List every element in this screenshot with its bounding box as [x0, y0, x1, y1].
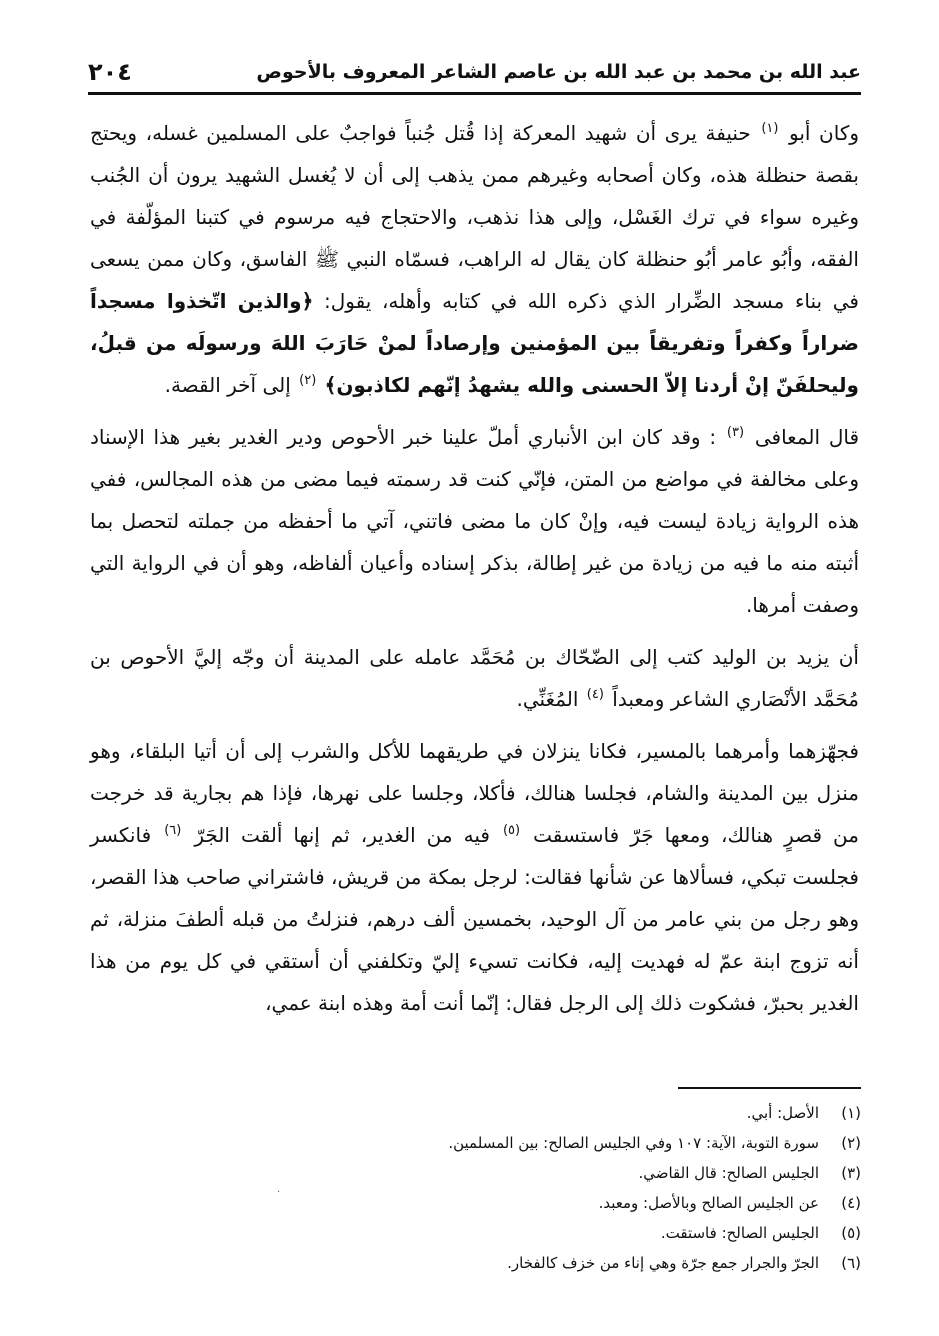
- footnote-text: الجرّ والجرار جمع جرّة وهي إناء من خزف كالفخار.: [507, 1254, 819, 1272]
- paragraph-4-part-b: فيه من الغدير، ثم إنها ألقت الجَرّ: [194, 823, 490, 847]
- paragraph-1-part-b: حنيفة يرى أن شهيد المعركة إذا قُتل جُنباً فواجبٌ على المسلمين غسله، ويحتج بقصة حنظلة هذه، وكان أصحابه وغيرهم ممن يذهب إلى أن لا يُغسل الشهيد يرون أن الجُنب وغيره سواء في ترك الغَسْل، وإلى هذا نذهب، والاحتجاج فيه مرسوم في كتبنا المؤلّفة في الفقه، وأبُو عامر أبُو حنظلة كان يقال له الراهب، فسمّاه النبي ﷺ الفاسق، وكان ممن يسعى في بناء مسجد الضِّرار الذي ذكره الله في كتابه وأهله، يقول:: [90, 121, 859, 313]
- page-header: [88, 52, 861, 92]
- footnote-number: (٤): [841, 1194, 861, 1212]
- footnote-text: الجليس الصالح: قال القاضي.: [638, 1164, 819, 1182]
- footnote-item: [100, 1098, 861, 1128]
- footnote-number: (٣): [841, 1164, 861, 1182]
- scan-speck-icon: ·: [277, 1187, 281, 1198]
- paragraph-3: [90, 636, 859, 720]
- paragraph-3-part-b: المُغَنِّي.: [516, 687, 579, 711]
- footnote-text: سورة التوبة، الآية: ١٠٧ وفي الجليس الصالح: بين المسلمين.: [448, 1134, 819, 1152]
- footnote-ref-1: (١): [761, 121, 779, 137]
- footnote-ref-2: (٢): [299, 373, 317, 389]
- running-title: عبد الله بن محمد بن عبد الله بن عاصم الشاعر المعروف بالأحوص: [256, 60, 861, 83]
- paragraph-1-part-c: إلى آخر القصة.: [164, 373, 291, 397]
- main-text: [90, 112, 859, 1034]
- footnote-item: [100, 1248, 861, 1278]
- footnote-text: الجليس الصالح: فاستقت.: [660, 1224, 819, 1242]
- header-rule: [88, 92, 861, 95]
- paragraph-2: [90, 416, 859, 626]
- footnote-item: [100, 1128, 861, 1158]
- footnote-text: عن الجليس الصالح وبالأصل: ومعبد.: [598, 1194, 819, 1212]
- paragraph-3-part-a: أن يزيد بن الوليد كتب إلى الضّحّاك بن مُحَمَّد عامله على المدينة أن وجّه إليَّ الأحوص بن مُحَمَّد الأنْصَاري الشاعر ومعبداً: [90, 645, 859, 711]
- footnote-item: [100, 1188, 861, 1218]
- paragraph-4-part-a: فجهّزهما وأمرهما بالمسير، فكانا ينزلان في طريقهما للأكل والشرب إلى أن أتيا البلقاء، وهو منزل بين المدينة والشام، فجلسا هنالك، فأكلا، وجلسا على نهرها، فإذا هم بجارية قد خرجت من قصرٍ هنالك، ومعها جَرّ فاستسقت: [90, 739, 859, 847]
- footnote-number: (٥): [841, 1224, 861, 1242]
- footnote-ref-5: (٥): [502, 823, 521, 839]
- paragraph-2-part-b: : وقد كان ابن الأنباري أملّ علينا خبر الأحوص ودير الغدير بغير هذا الإسناد وعلى مخالفة في مواضع من المتن، فإنّي كنت قد رسمته فيما مضى من هذه المجالس، ففي هذه الرواية زيادة ليست فيه، وإنْ كان ما مضى فاتني، آتي ما أحفظه من جملته لتحصل بما أثبته منه ما فيه من زيادة من غير إطالة، بذكر إسناده وأعيان ألفاظه، وهو أن في الرواية التي وصفت أمرها.: [90, 425, 859, 617]
- footnote-item: [100, 1218, 861, 1248]
- footnote-ref-6: (٦): [164, 823, 182, 839]
- paragraph-4: [90, 730, 859, 1024]
- paragraph-4-part-c: فانكسر فجلست تبكي، فسألاها عن شأنها فقالت: لرجل بمكة من قريش، فاشتراني صاحب هذا القصر، وهو رجل من بني عامر من آل الوحيد، بخمسين ألف درهم، فنزلتُ من قبله ألطفَ منزلة، ثم أنه تزوج ابنة عمّ له فهديت إليه، فكانت تسيء إليّ وتكلفني أن أستقي في كل يوم من هذا الغدير بحبرّ، فشكوت ذلك إلى الرجل فقال: إنّما أنت أمة وهذه ابنة عمي،: [90, 823, 859, 1015]
- footnote-text: الأصل: أبي.: [746, 1104, 819, 1122]
- footnotes: [100, 1098, 861, 1278]
- footnote-ref-3: (٣): [726, 425, 745, 441]
- quran-quote: ﴿والذين اتّخذوا مسجداً ضراراً وكفراً وتفريقاً بين المؤمنين وإرصاداً لمنْ حَارَبَ اللهَ ورسولَه من قبلُ، وليحلفَنّ إنْ أردنا إلاّ الحسنى والله يشهدُ إنّهم لكاذبون﴾: [90, 289, 859, 397]
- footnote-number: (١): [841, 1104, 861, 1122]
- paragraph-1-part-a: وكان أبو: [789, 121, 860, 145]
- footnote-rule: [678, 1087, 861, 1089]
- footnote-item: [100, 1158, 861, 1188]
- paragraph-2-part-a: قال المعافى: [754, 425, 860, 449]
- footnote-number: (٦): [841, 1254, 861, 1272]
- footnote-number: (٢): [841, 1134, 861, 1152]
- page-number: ٢٠٤: [88, 58, 132, 86]
- paragraph-1: [90, 112, 859, 406]
- footnote-ref-4: (٤): [586, 687, 604, 703]
